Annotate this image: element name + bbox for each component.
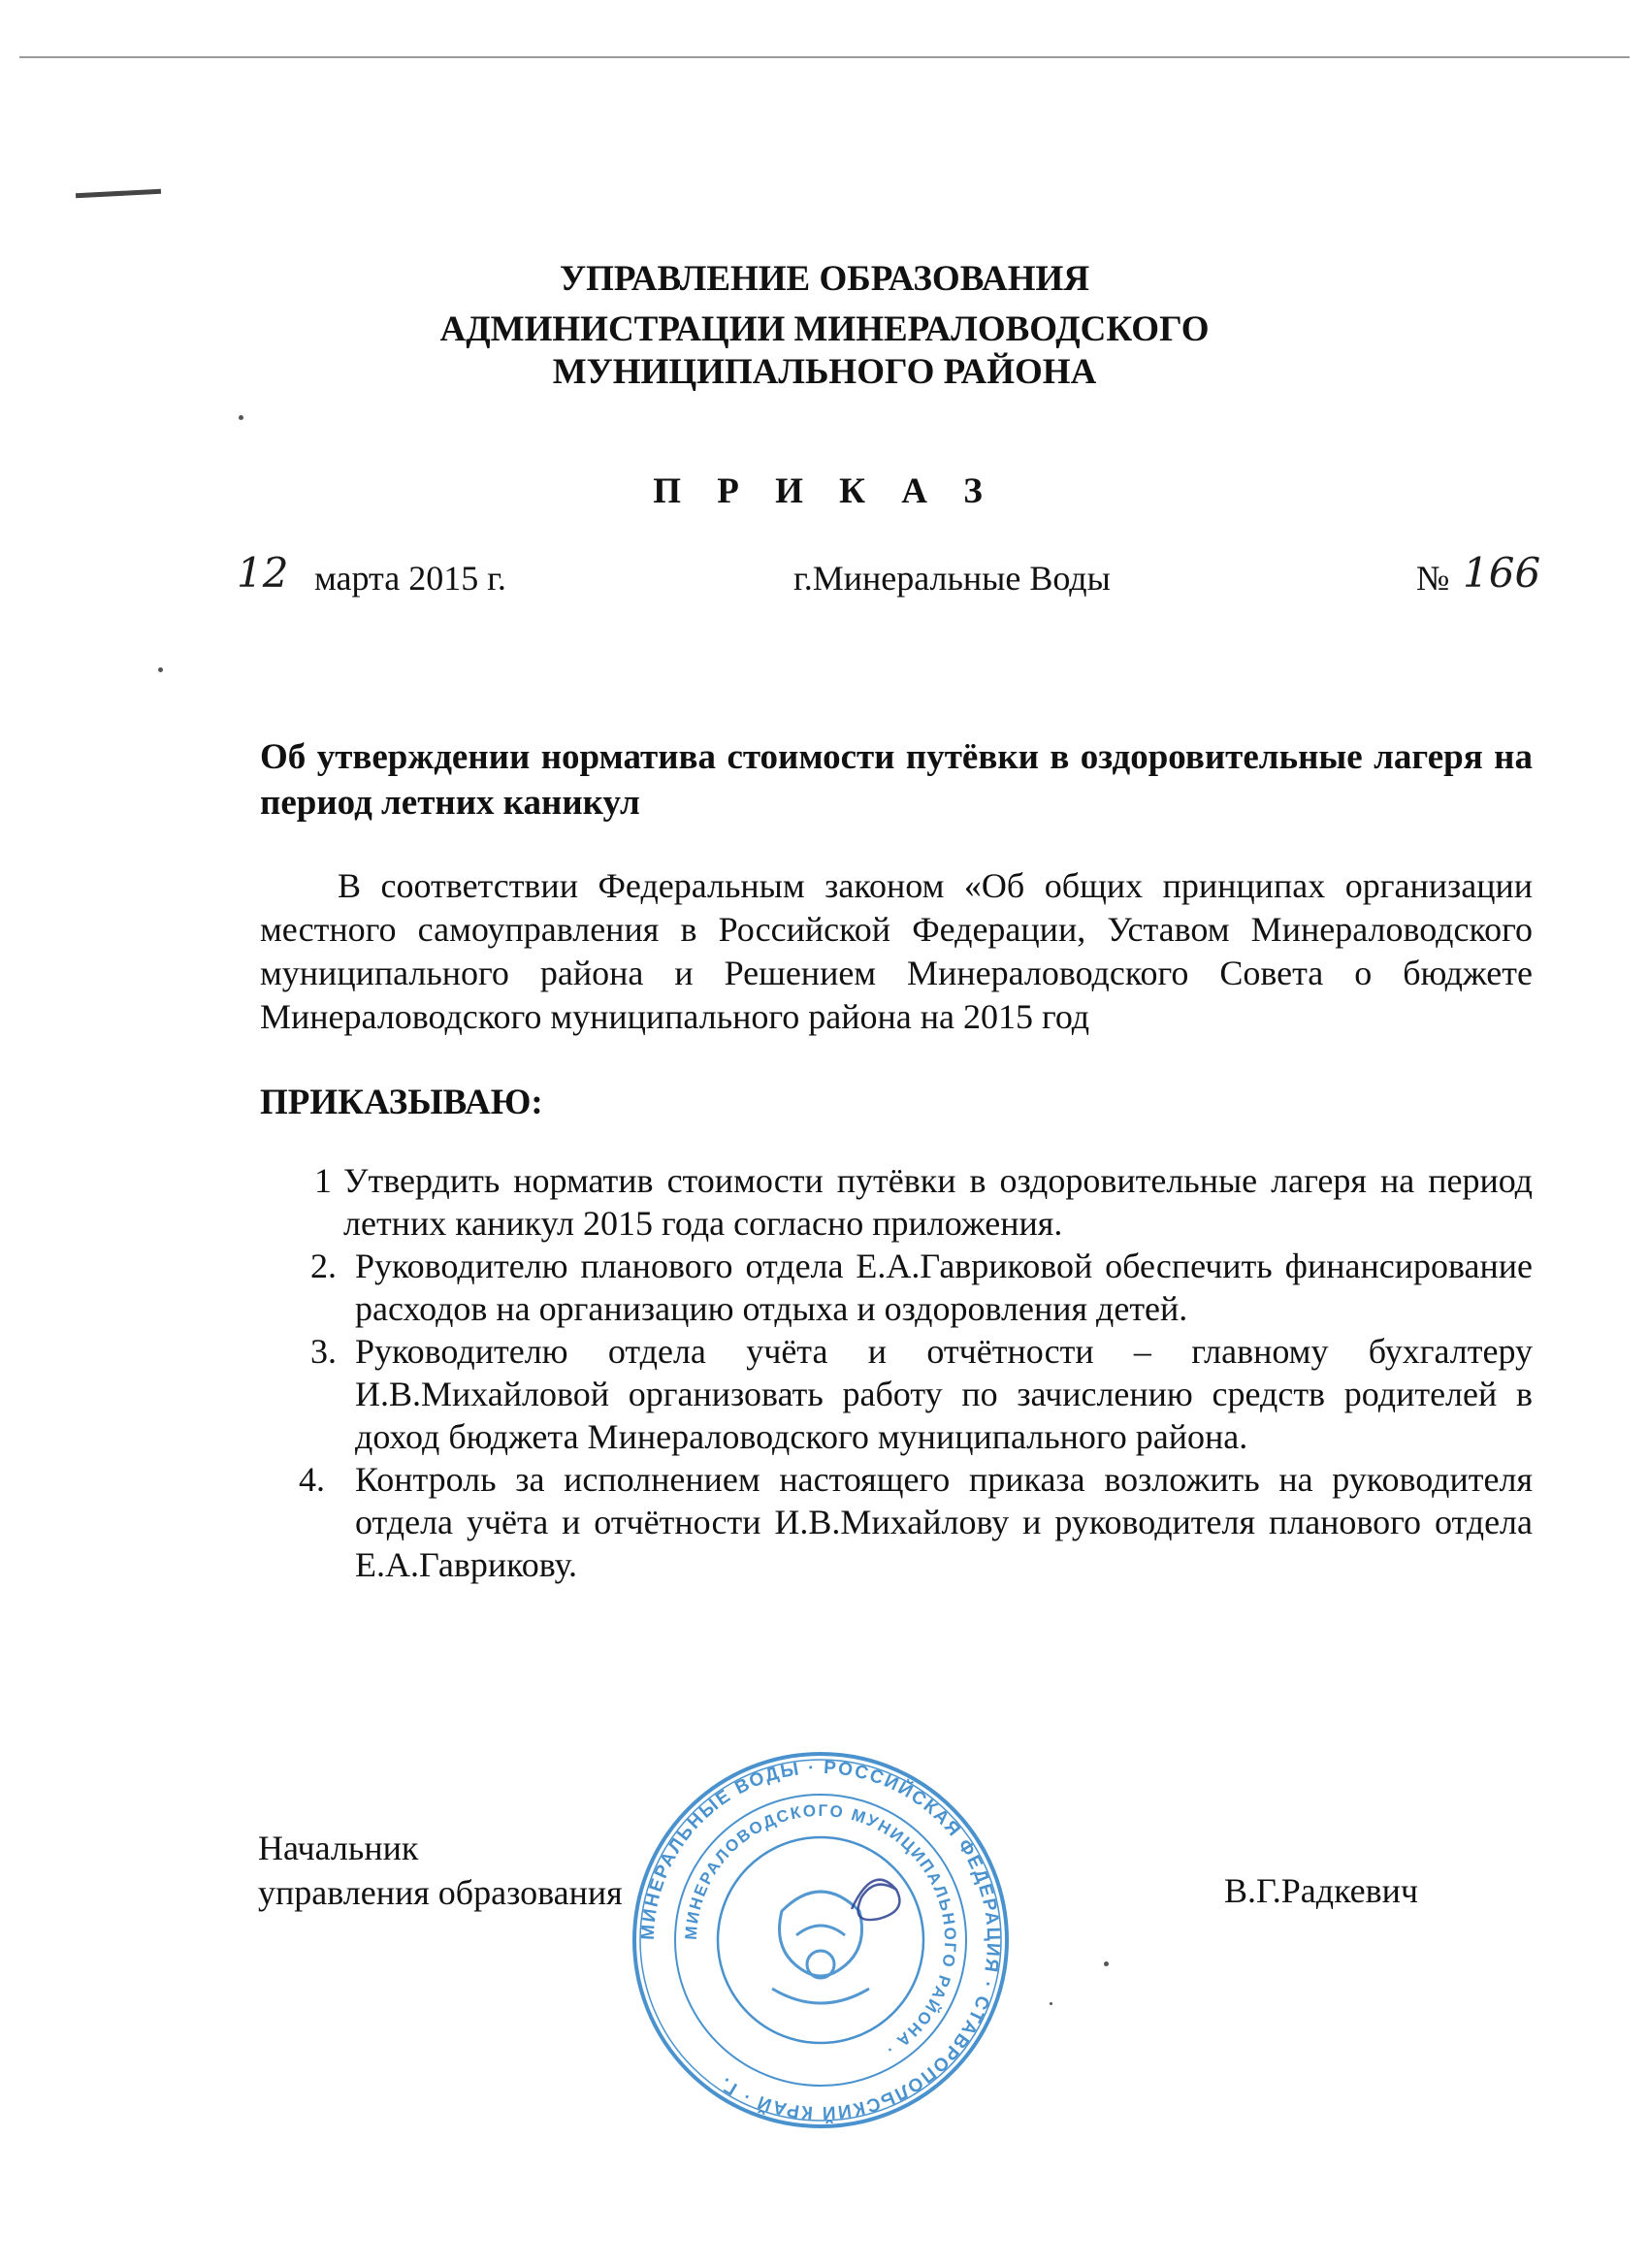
signatory-title-line-1: Начальник <box>258 1829 419 1867</box>
order-item-4 <box>260 1458 1533 1586</box>
signatory-title-line-2: управления образования <box>258 1873 623 1912</box>
order-item-2 <box>260 1245 1533 1330</box>
header-line-3: МУНИЦИПАЛЬНОГО РАЙОНА <box>552 352 1097 392</box>
order-item-3 <box>260 1330 1533 1458</box>
scan-mark <box>76 189 161 199</box>
signature-scribble <box>852 1880 899 1920</box>
stamp-inner-ring <box>718 1837 923 2043</box>
scan-speck <box>239 415 243 420</box>
order-title: П Р И К А З <box>653 471 996 511</box>
item-number: 2. <box>310 1247 337 1285</box>
scan-edge-line <box>19 56 1630 58</box>
stamp-inner-text: МИНЕРАЛОВОДСКОГО МУНИЦИПАЛЬНОГО РАЙОНА · <box>681 1800 960 2060</box>
order-number-label: № <box>1416 559 1450 598</box>
signatory-name: В.Г.Радкевич <box>1224 1871 1419 1910</box>
scan-speck <box>158 667 163 672</box>
order-subject: Об утверждении норматива стоимости путёвки в оздоровительные лагеря на период летних каникул <box>260 737 1533 823</box>
scan-speck <box>1050 2002 1052 2005</box>
item-number: 4. <box>299 1460 325 1499</box>
official-stamp <box>627 1746 1015 2134</box>
order-date: марта 2015 г. <box>314 559 506 598</box>
handwritten-day: 12 <box>237 549 289 597</box>
stamp-emblem-icon <box>772 1892 869 2003</box>
stamp-outer-text: МИНЕРАЛЬНЫЕ ВОДЫ · РОССИЙСКАЯ ФЕДЕРАЦИЯ · СТАВРОПОЛЬСКИЙ КРАЙ · Г. <box>637 1757 1004 2123</box>
item-text: Руководителю отдела учёта и отчётности – главному бухгалтеру И.В.Михайловой организовать работу по зачислению средств родителей в доход бюджета Минераловодского муниципального района. <box>355 1332 1533 1456</box>
header-line-2: АДМИНИСТРАЦИИ МИНЕРАЛОВОДСКОГО <box>439 309 1210 349</box>
item-text: Утвердить норматив стоимости путёвки в оздоровительные лагеря на период летних каникул 2015 года согласно приложения. <box>343 1161 1533 1243</box>
scan-speck <box>1104 1961 1109 1966</box>
preamble-paragraph: В соответствии Федеральным законом «Об общих принципах организации местного самоуправления в Российской Федерации, Уставом Минераловодского муниципального района и Решением Минераловодского Совета о бюджете Минераловодского муниципального района на 2015 год <box>260 866 1533 1036</box>
handwritten-order-number: 166 <box>1463 549 1541 597</box>
item-number: 3. <box>310 1332 337 1371</box>
decree-heading: ПРИКАЗЫВАЮ: <box>260 1083 543 1122</box>
item-text: Руководителю планового отдела Е.А.Гавриковой обеспечить финансирование расходов на организацию отдыха и оздоровления детей. <box>355 1247 1533 1328</box>
svg-text:МИНЕРАЛОВОДСКОГО МУНИЦИПАЛЬНОГ <box>682 1801 959 2060</box>
order-city: г.Минеральные Воды <box>793 559 1111 598</box>
signatory-title <box>258 1826 623 1915</box>
item-text: Контроль за исполнением настоящего приказа возложить на руководителя отдела учёта и отчётности И.В.Михайлову и руководителя планового отдела Е.А.Гаврикову. <box>355 1460 1533 1584</box>
item-number: 1 <box>314 1161 332 1200</box>
header-line-1: УПРАВЛЕНИЕ ОБРАЗОВАНИЯ <box>559 259 1090 299</box>
order-items-list <box>260 1159 1533 1586</box>
order-item-1 <box>260 1159 1533 1245</box>
